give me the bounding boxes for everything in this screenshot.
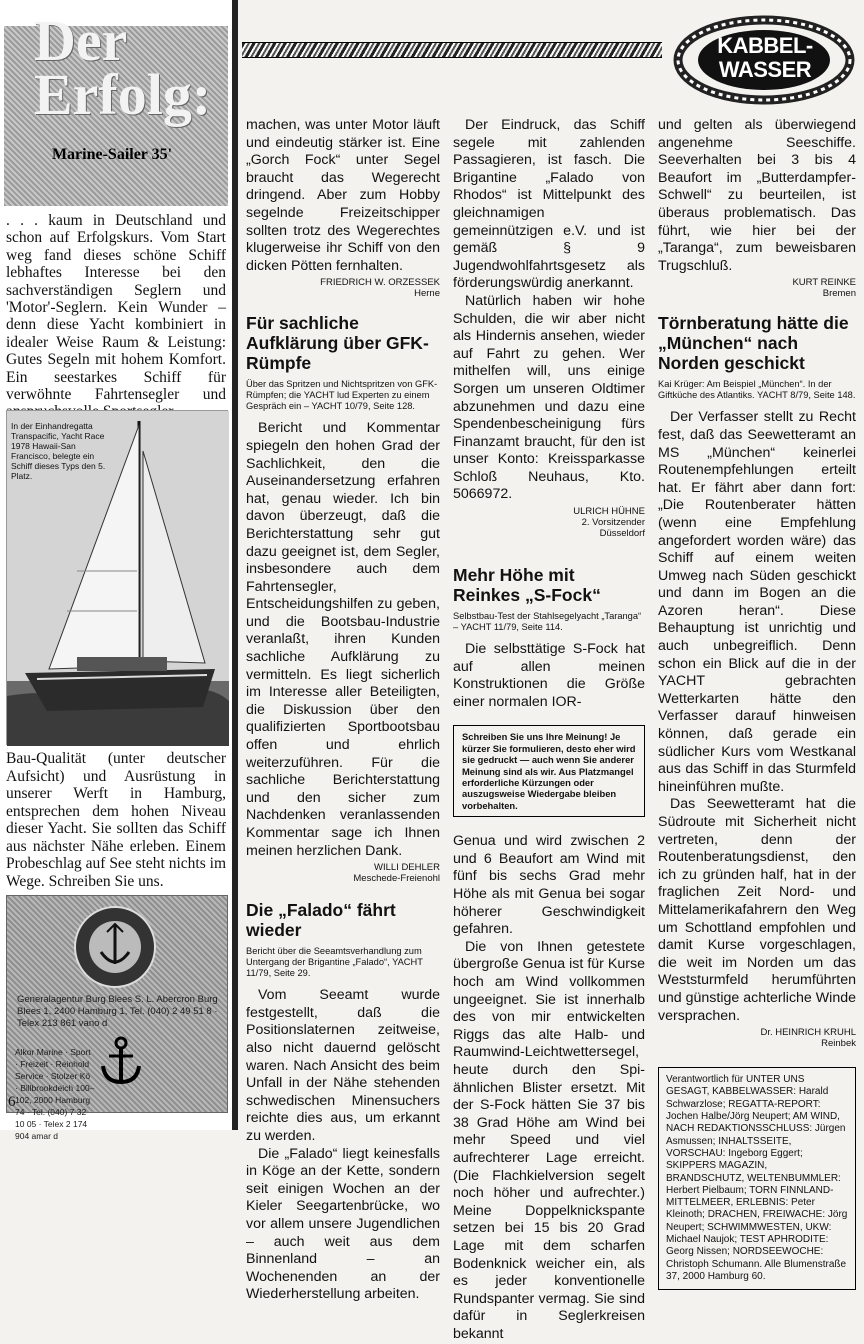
article-heading: Die „Falado“ fährt wieder [246,900,396,941]
logo-line-2: WASSER [718,57,812,82]
article-text: Genua und wird zwischen 2 und 6 Beaufort am Wind mit fünf bis sechs Grad mehr Höhe als mit Genua bei sogar höherer Geschwindigkeit gefahren. [453,833,645,938]
author-name: KURT REINKE [792,277,856,289]
article-text: Die von Ihnen getestete übergroße Genua ist für Kurse hoch am Wind vollkommen ungeeignet. Sie ist innerhalb des von mir entwickelten Riggs das alte Halb- und Raumwind-Leichtwettersegel, heute durch den Spi-ähnlichen Blister ersetzt. Mit der S-Fock hätten Sie 37 bis 38 Grad Höhe am Wind bei mehr Speed und viel aufrechterer Lage erreicht. (Die Flachkielversion segelt noch höher und aufrechter.) Meine Doppelknickspante setzen bei 15 bis 20 Grad Lage mit dem scharfen Bodenknick weicher ein, als es jeder konventionelle Rundspanter vermag. Sie sind dafür in Seglerkreisen bekannt [453,938,645,1342]
author-signature [453,506,645,539]
author-signature [246,862,440,884]
editorial-credits-box: Verantwortlich für UNTER UNS GESAGT, KABBELWASSER: Harald Schwarzlose; REGATTA-REPORT: Jochen Halbe/Jörg Neupert; AM WIND, NACH REDAKTIONSSCHLUSS: Jürgen Asmussen; INHALTSSEITE, VORSCHAU: Ingeborg Eggert; SKIPPERS MAGAZIN, BRANDSCHUTZ, WELTENBUMMLER: Herbert Pielbaum; TORN FINNLAND-MITTELMEER, ERLEBNIS: Peter Kleinoth; DRACHEN, FREIWACHE: Jörg Neupert; SCHWIMMWESTEN, UKW: Michael Naujok; TEST APHRODITE: Georg Nissen; NORDSEEWOCHE: Christoph Schumann. Alle Blumenstraße 37, 2000 Hamburg 60. [658,1067,856,1290]
article-text: Die selbsttätige S-Fock hat auf allen meinen Konstruktionen die Größe einer normalen IOR- [453,641,645,710]
section-title [706,34,824,82]
author-place: Reinbek [821,1038,856,1050]
dealer-box [6,895,228,1141]
article-text: Vom Seeamt wurde festgestellt, daß die Positionslaternen zeitweise, also nicht dauernd gelöscht waren. Nach Ansicht des beim Unfall in der Nähe stehenden schwedischen Minensuchers reichte dies aus, um erkannt zu werden. [246,987,440,1144]
author-place: Herne [414,288,440,300]
author-name: FRIEDRICH W. ORZESSEK [320,277,440,289]
advertisement [0,0,232,1141]
author-name: WILLI DEHLER [374,862,440,874]
dealer-address-1: Generalagentur Burg Blees S. L. Abercron Burg Blees 1, 2400 Hamburg 1, Tel. (040) 2 49 51 8 · Telex 213 861 vano d [17,994,218,1029]
reader-notice-box: Schreiben Sie uns Ihre Meinung! Je kürzer Sie formulieren, desto eher wird sie gedruckt — auch wenn Sie anderer Meinung sind als wir. Aus Platzmangel erforderliche Kürzungen oder auszugsweise Wiedergabe bleiben vorbehalten. [453,725,645,817]
ad-model-name: Marine-Sailer 35' [51,146,173,163]
article-reference: Über das Spritzen und Nichtspritzen von GFK-Rümpfen; die YACHT lud Experten zu einem Gespräch ein – YACHT 10/79, Seite 128. [246,379,438,412]
article-reference: Kai Krüger: Am Beispiel „München“. In der Giftküche des Atlantiks. YACHT 8/79, Seite 148. [658,379,856,401]
article-reference: Bericht über die Seeamtsverhandlung zum Untergang der Brigantine „Falado“, YACHT 11/79, Seite 29. [246,946,423,979]
ad-body-text-2: Bau-Qualität (unter deutscher Aufsicht) und Ausrüstung in unserer Werft in Hamburg, entsprechen dem hohen Niveau dieser Yacht. Sie sollten das Schiff aus nächster Nähe erleben. Einem Probeschlag auf See steht nichts im Wege. Schreiben Sie uns. [6,750,226,890]
article-text: machen, was unter Motor läuft und eindeutig stärker ist. Eine „Gorch Fock“ unter Segel braucht das Wegerecht dringend. Aber zum Hobby segelnde Freizeitschipper sollten trotz des Wegerechtes klugerweise ihr Schiff von den dicken Pötten fernhalten. [246,117,440,274]
page-number: 6 [8,1094,16,1110]
article-heading: Mehr Höhe mit Reinkes „S-Fock“ [453,565,601,606]
author-name: ULRICH HÜHNE [573,506,645,518]
author-place: Bremen [822,288,856,300]
article-text: Natürlich haben wir hohe Schulden, die wir aber nicht als Hindernis ansehen, wieder auf Fahrt zu gehen. Wer mithelfen will, uns einige Sorgen um unseren Oldtimer abzunehmen und dazu eine Spendenbescheinigung fürs Finanzamt braucht, für den ist unser Konto: Kreissparkasse Schloß Neuhaus, Kto. 5066972. [453,292,645,503]
author-place: Meschede-Freienohl [353,873,440,885]
column-3 [658,117,856,1290]
column-2 [453,117,645,1344]
club-emblem-icon [67,902,163,992]
sailboat-photo [6,410,228,745]
article-text: Bericht und Kommentar spiegeln den hohen Grad der Sachlichkeit, den die Auseinandersetzung erfahren hat, genau wieder. Ich bin davon überzeugt, daß die Berichterstattung sehr gut dazu geeignet ist, dem Segler, insbesondere auch dem Fahrtensegler, Entscheidungshilfen zu geben, und die Bootsbau-Industrie veranlaßt, ihren Kunden sachliche Aufklärung zu vermitteln. Es liegt sicherlich im Interesse aller Beteiligten, die Diskussion über den qualifizierten Sportbootsbau offen und ehrlich weiterzuführen. Für die sachliche Berichterstattung und den sicher zum Nachdenken veranlassenden Kommentar sage ich Ihnen meinen herzlichen Dank. [246,420,440,859]
article-text: Das Seewetteramt hat die Südroute mit Sicherheit nicht vertreten, denn der Routenberatungsdienst, den ich zu gründen half, hat in der fraglichen Zeit Nord- und Mittelamerikafahrern den Weg um Schottland empfohlen und damit Kurse vorgeschlagen, die weit im Norden um das Weststurmfeld herumführten und günstige achterliche Winde versprachen. [658,796,856,1024]
author-place: Düsseldorf [599,528,645,540]
dealer-address-2: Alkor Marine · Sport · Freizeit · Reinhold Service · Stolzer Kö · Billbrookdeich 100–102, 2000 Hamburg 74 · Tel. (040) 7 32 10 05 · Telex 2 174 904 amar d [15,1047,95,1141]
author-role: 2. Vorsitzender [581,517,645,529]
anchor-icon [99,1036,143,1086]
article-heading: Für sachliche Aufklärung über GFK-Rümpfe [246,313,429,374]
rope-decoration [242,42,662,58]
article-text: und gelten als überwiegend angenehme Seeschiffe. Seeverhalten bei 3 bis 4 Beaufort im „Butterdampfer-Schwell“ zu beurteilen, ist überaus problematisch. Das führt, wie hier bei der „Taranga“, zum beweisbaren Trugschluß. [658,117,856,274]
column-rule [232,0,238,1130]
article-text: Der Verfasser stellt zu Recht fest, daß das Seewetteramt an MS „München“ keinerlei Routenempfehlungen erteilt hat. Er fährt aber dann fort: „Die Routenberater hätten (wenn eine Empfehlung angefordert worden wäre) das Schiff auf einem weiten Umweg nach Süden geschickt und dann im Bogen an die Azoren heran“. Diese Behauptung ist unrichtig und auch unbegreiflich. Denn schon ein Blick auf die in der YACHT gebrachten Wetterkarten hätte den Verfasser darauf hinweisen können, daß gerade ein südlicher Kurs vom Westkanal aus das Schiff in das Sturmfeld hineinführen mußte. [658,409,856,795]
kabbelwasser-logo [670,16,858,112]
logo-line-1: KABBEL- [717,33,813,58]
author-signature [658,277,856,299]
author-name: Dr. HEINRICH KRUHL [760,1027,856,1039]
photo-caption: In der Einhandregatta Transpacific, Yacht Race 1978 Hawaii-San Francisco, belegte ein Schiff dieses Typs den 5. Platz. [11,421,106,481]
ad-body-text: . . . kaum in Deutschland und schon auf Erfolgskurs. Vom Start weg fand dieses schöne Schiff lebhaftes Interesse bei den sachverständigen Seglern und 'Motor'-Seglern. Kein Wunder – denn diese Yacht kombiniert in idealer Weise Raum & Leistung: Gutes Segeln mit hohem Komfort. Ein seestarkes Schiff für verwöhnte Fahrtensegler und [6,212,226,404]
article-text: Der Eindruck, das Schiff segele mit zahlenden Passagieren, ist fasch. Die Brigantine „Falado von Rhodos“ ist Mittelpunkt des gleichnamigen gemeinnützigen e.V. und ist gemäß § 9 Jugendwohlfahrtsgesetz als förderungswürdig anerkannt. [453,117,645,292]
author-signature [658,1027,856,1049]
column-1 [246,117,440,1304]
ad-headline: Der Erfolg: [34,8,212,127]
article-reference: Selbstbau-Test der Stahlsegelyacht „Taranga“ – YACHT 11/79, Seite 114. [453,611,642,633]
author-signature [246,277,440,299]
article-text: Die „Falado“ liegt keinesfalls in Köge an der Kette, sondern seit einigen Wochen an der Kieler Seegartenbrücke, wo vor allem unsere Jugendlichen – auch weit aus dem Binnenland – an Wochenenden an der Wiederherstellung arbeiten. [246,1145,440,1303]
article-heading: Törnberatung hätte die „München“ nach Norden geschickt [658,313,849,374]
